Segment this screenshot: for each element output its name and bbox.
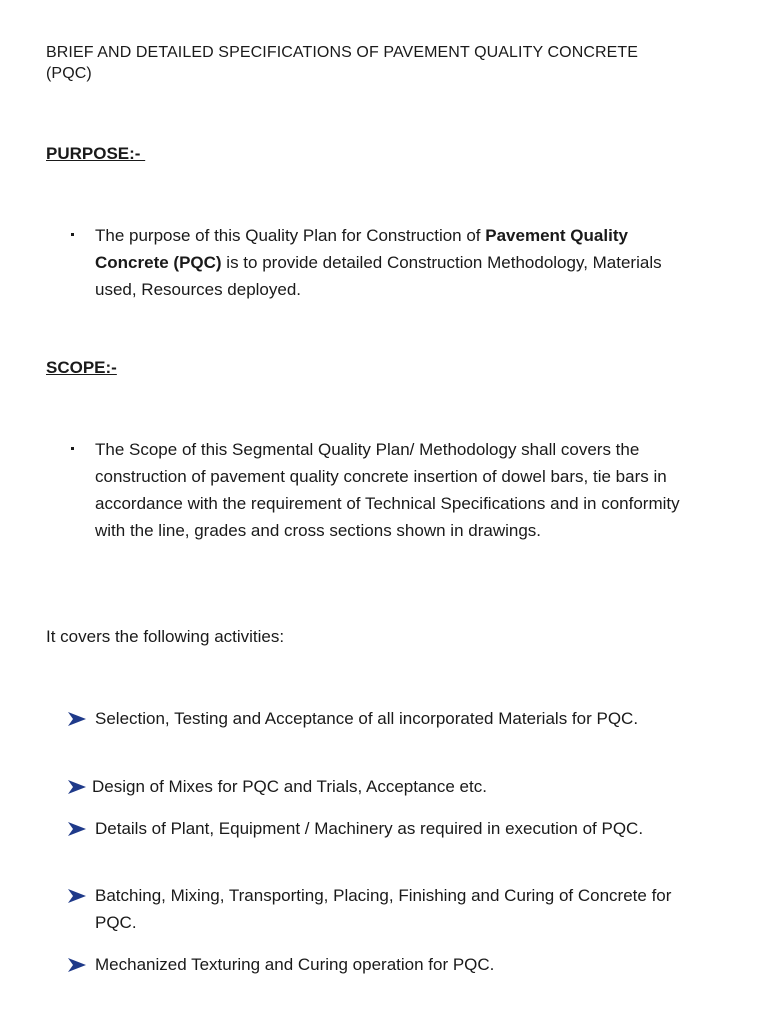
scope-heading: SCOPE:- <box>46 358 117 377</box>
activity-item <box>95 882 695 936</box>
square-bullet-icon <box>71 447 74 450</box>
activity-item <box>95 705 695 732</box>
purpose-paragraph <box>95 222 695 303</box>
purpose-text-bold: Pavement Quality Concrete (PQC) <box>95 226 628 272</box>
activity-item <box>92 773 695 800</box>
purpose-heading: PURPOSE:- <box>46 144 146 163</box>
scope-text: The Scope of this Segmental Quality Plan/ Methodology shall covers the construction of pavement quality concrete insertion of dowel bars, tie bars in accordance with the requirement of Technical Specifications and in conformity with the line, grades and cross sections shown in drawings. <box>95 440 680 540</box>
arrowhead-icon <box>68 889 86 903</box>
document-title: BRIEF AND DETAILED SPECIFICATIONS OF PAVEMENT QUALITY CONCRETE (PQC) <box>46 44 639 82</box>
activity-item-text: Mechanized Texturing and Curing operation for PQC. <box>95 955 495 974</box>
arrowhead-icon <box>68 780 86 794</box>
purpose-text-after: is to provide detailed Construction Methodology, Materials used, Resources deployed. <box>95 253 662 299</box>
activity-item-text: Selection, Testing and Acceptance of all incorporated Materials for PQC. <box>95 709 639 728</box>
activity-item <box>95 951 695 978</box>
arrowhead-icon <box>68 822 86 836</box>
activity-item-text: Design of Mixes for PQC and Trials, Acceptance etc. <box>92 777 487 796</box>
activity-item <box>95 815 695 842</box>
arrowhead-icon <box>68 712 86 726</box>
square-bullet-icon <box>71 233 74 236</box>
activity-item-text: Details of Plant, Equipment / Machinery as required in execution of PQC. <box>95 819 644 838</box>
scope-paragraph <box>95 436 695 544</box>
arrowhead-icon <box>68 958 86 972</box>
purpose-text-before: The purpose of this Quality Plan for Construction of <box>95 226 486 245</box>
activity-item-text: Batching, Mixing, Transporting, Placing, Finishing and Curing of Concrete for PQC. <box>95 886 672 932</box>
activities-intro: It covers the following activities: <box>46 627 285 646</box>
